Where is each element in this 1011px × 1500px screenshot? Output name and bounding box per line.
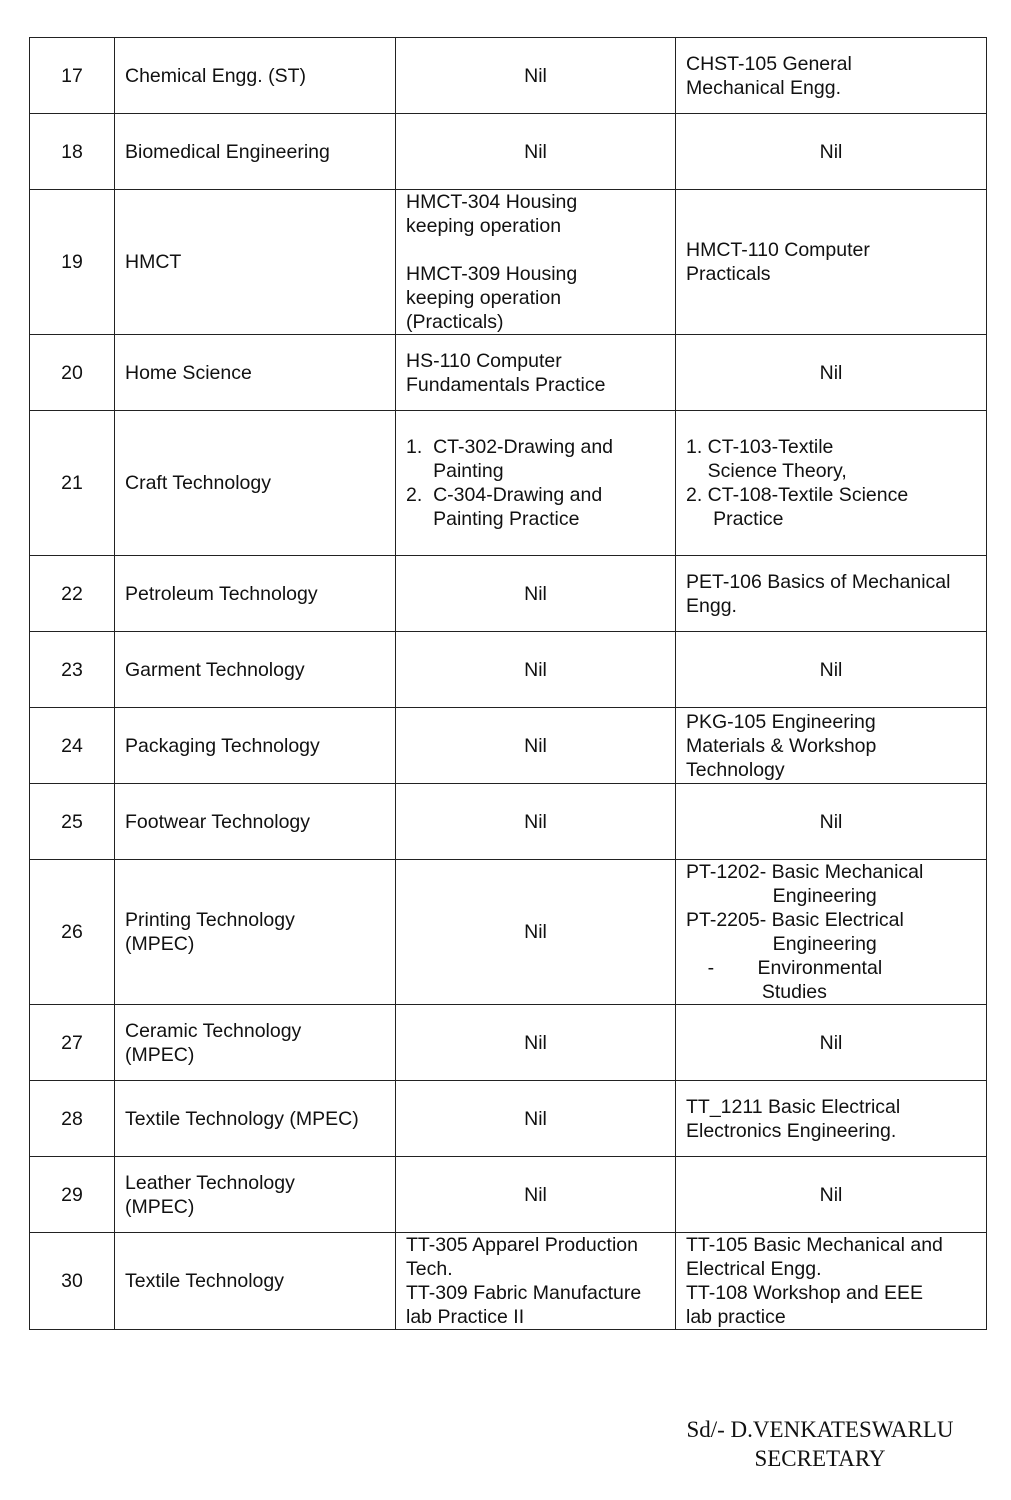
cell-line: HMCT <box>125 251 182 273</box>
cell-line: 2. CT-108-Textile Science <box>686 484 909 506</box>
branch-cell <box>115 1233 396 1330</box>
cell-line: Engineering <box>686 885 877 907</box>
cell-line: PT-1202- Basic Mechanical <box>686 861 924 883</box>
table-body <box>30 38 987 1330</box>
branch-cell <box>115 1081 396 1157</box>
col3-subject-cell <box>396 411 676 556</box>
serial-number-cell: 18 <box>30 114 115 190</box>
col4-subject-cell <box>676 1081 987 1157</box>
cell-line: Nil <box>819 140 843 163</box>
cell-line: Nil <box>524 1183 547 1206</box>
branch-cell <box>115 335 396 411</box>
table-row <box>30 335 987 411</box>
cell-line: Textile Technology (MPEC) <box>125 1107 359 1130</box>
branch-cell <box>115 1005 396 1081</box>
cell-line: keeping operation <box>406 215 562 237</box>
cell-line: Practicals <box>686 263 771 285</box>
table-row <box>30 632 987 708</box>
cell-line: Engg. <box>686 594 737 617</box>
cell-line: TT-108 Workshop and EEE <box>686 1282 924 1304</box>
cell-line: 2. C-304-Drawing and <box>406 484 603 506</box>
cell-line: HMCT-110 Computer <box>686 239 870 261</box>
branch-cell <box>115 860 396 1005</box>
branch-cell <box>115 632 396 708</box>
serial-number-cell: 26 <box>30 860 115 1005</box>
cell-line: PT-2205- Basic Electrical <box>686 909 904 931</box>
col3-subject-cell <box>396 1005 676 1081</box>
cell-line: lab Practice II <box>406 1306 525 1328</box>
branch-cell <box>115 556 396 632</box>
table-row <box>30 1005 987 1081</box>
cell-line: Nil <box>819 658 843 681</box>
cell-line: TT-309 Fabric Manufacture <box>406 1282 642 1304</box>
col4-subject-cell <box>676 1157 987 1233</box>
serial-number-cell: 22 <box>30 556 115 632</box>
branch-cell <box>115 708 396 784</box>
cell-line: (MPEC) <box>125 1043 195 1066</box>
col4-subject-cell <box>676 556 987 632</box>
serial-number-cell: 27 <box>30 1005 115 1081</box>
cell-line: 1. CT-302-Drawing and <box>406 436 614 458</box>
serial-number-cell: 19 <box>30 190 115 335</box>
branch-subject-table <box>29 37 987 1330</box>
col4-subject-cell <box>676 335 987 411</box>
cell-line: Science Theory, <box>686 460 847 482</box>
table-row <box>30 1157 987 1233</box>
col3-subject-cell <box>396 1157 676 1233</box>
cell-line: 1. CT-103-Textile <box>686 436 834 458</box>
serial-number-cell: 25 <box>30 784 115 860</box>
col3-subject-cell <box>396 708 676 784</box>
col3-subject-cell <box>396 556 676 632</box>
table-row <box>30 1081 987 1157</box>
col3-subject-cell <box>396 190 676 335</box>
col4-subject-cell <box>676 38 987 114</box>
signature-name: Sd/- D.VENKATESWARLU <box>686 1417 954 1442</box>
cell-line: HMCT-309 Housing <box>406 263 578 285</box>
col4-subject-cell <box>676 1233 987 1330</box>
cell-line: keeping operation <box>406 287 562 309</box>
table-row <box>30 860 987 1005</box>
col3-subject-cell <box>396 114 676 190</box>
cell-line: Nil <box>524 734 547 757</box>
cell-line: HS-110 Computer <box>406 349 562 372</box>
col4-subject-cell <box>676 1005 987 1081</box>
branch-cell <box>115 784 396 860</box>
col3-subject-cell <box>396 784 676 860</box>
table-row <box>30 411 987 556</box>
branch-cell <box>115 1157 396 1233</box>
cell-line: Garment Technology <box>125 658 305 681</box>
cell-line: Electrical Engg. <box>686 1258 822 1280</box>
cell-line: Nil <box>819 1183 843 1206</box>
cell-line: Textile Technology <box>125 1270 284 1292</box>
col3-subject-cell <box>396 38 676 114</box>
cell-line: CHST-105 General <box>686 52 852 75</box>
cell-line: (MPEC) <box>125 1195 195 1218</box>
cell-line: PET-106 Basics of Mechanical <box>686 570 951 593</box>
cell-line: Petroleum Technology <box>125 582 318 605</box>
cell-line: - Environmental <box>686 957 883 979</box>
cell-line: Biomedical Engineering <box>125 140 330 163</box>
cell-line: Electronics Engineering. <box>686 1119 897 1142</box>
cell-line: Engineering <box>686 933 877 955</box>
cell-line: (MPEC) <box>125 933 195 955</box>
col3-subject-cell <box>396 335 676 411</box>
cell-line: Craft Technology <box>125 472 271 494</box>
cell-line: Nil <box>524 1107 547 1130</box>
table-row <box>30 114 987 190</box>
cell-line: Mechanical Engg. <box>686 76 842 99</box>
cell-line: Materials & Workshop <box>686 734 877 757</box>
cell-line: Chemical Engg. (ST) <box>125 64 306 87</box>
cell-line: Nil <box>819 1031 843 1054</box>
cell-line: Nil <box>524 582 547 605</box>
cell-line: Nil <box>524 64 547 87</box>
table-row <box>30 708 987 784</box>
serial-number-cell: 17 <box>30 38 115 114</box>
cell-line: Leather Technology <box>125 1171 295 1194</box>
cell-line: Practice <box>686 508 784 530</box>
cell-line: Footwear Technology <box>125 810 311 833</box>
table-row <box>30 1233 987 1330</box>
signature-designation: SECRETARY <box>754 1446 886 1471</box>
col4-subject-cell <box>676 708 987 784</box>
col3-subject-cell <box>396 632 676 708</box>
serial-number-cell: 23 <box>30 632 115 708</box>
col4-subject-cell <box>676 411 987 556</box>
cell-line: (Practicals) <box>406 311 504 333</box>
cell-line: Ceramic Technology <box>125 1019 302 1042</box>
col4-subject-cell <box>676 860 987 1005</box>
branch-cell <box>115 114 396 190</box>
serial-number-cell: 29 <box>30 1157 115 1233</box>
serial-number-cell: 24 <box>30 708 115 784</box>
serial-number-cell: 30 <box>30 1233 115 1330</box>
cell-line: Nil <box>819 361 843 384</box>
col4-subject-cell <box>676 190 987 335</box>
table-row <box>30 784 987 860</box>
cell-line: Nil <box>524 1031 547 1054</box>
cell-line: Printing Technology <box>125 909 295 931</box>
col4-subject-cell <box>676 784 987 860</box>
col4-subject-cell <box>676 632 987 708</box>
cell-line: Nil <box>819 810 843 833</box>
cell-line: Packaging Technology <box>125 734 320 757</box>
cell-line: TT-105 Basic Mechanical and <box>686 1234 943 1256</box>
branch-cell <box>115 411 396 556</box>
branch-cell <box>115 38 396 114</box>
cell-line: Painting Practice <box>406 508 580 530</box>
cell-line: Home Science <box>125 361 252 384</box>
cell-line: Technology <box>686 758 785 781</box>
cell-line: Nil <box>524 921 547 943</box>
cell-line: TT_1211 Basic Electrical <box>686 1095 901 1118</box>
cell-line <box>406 238 665 262</box>
cell-line: Tech. <box>406 1258 453 1280</box>
cell-line: lab practice <box>686 1306 786 1328</box>
serial-number-cell: 20 <box>30 335 115 411</box>
serial-number-cell: 28 <box>30 1081 115 1157</box>
cell-line: Fundamentals Practice <box>406 373 606 396</box>
cell-line: Studies <box>686 981 827 1003</box>
cell-line: HMCT-304 Housing <box>406 191 578 213</box>
cell-line: Nil <box>524 140 547 163</box>
cell-line: Nil <box>524 810 547 833</box>
table-row <box>30 190 987 335</box>
cell-line: Nil <box>524 658 547 681</box>
cell-line: TT-305 Apparel Production <box>406 1234 638 1256</box>
col3-subject-cell <box>396 1233 676 1330</box>
branch-cell <box>115 190 396 335</box>
col3-subject-cell <box>396 860 676 1005</box>
serial-number-cell: 21 <box>30 411 115 556</box>
cell-line: PKG-105 Engineering <box>686 710 876 733</box>
cell-line: Painting <box>406 460 504 482</box>
table-row <box>30 38 987 114</box>
col3-subject-cell <box>396 1081 676 1157</box>
col4-subject-cell <box>676 114 987 190</box>
table-row <box>30 556 987 632</box>
